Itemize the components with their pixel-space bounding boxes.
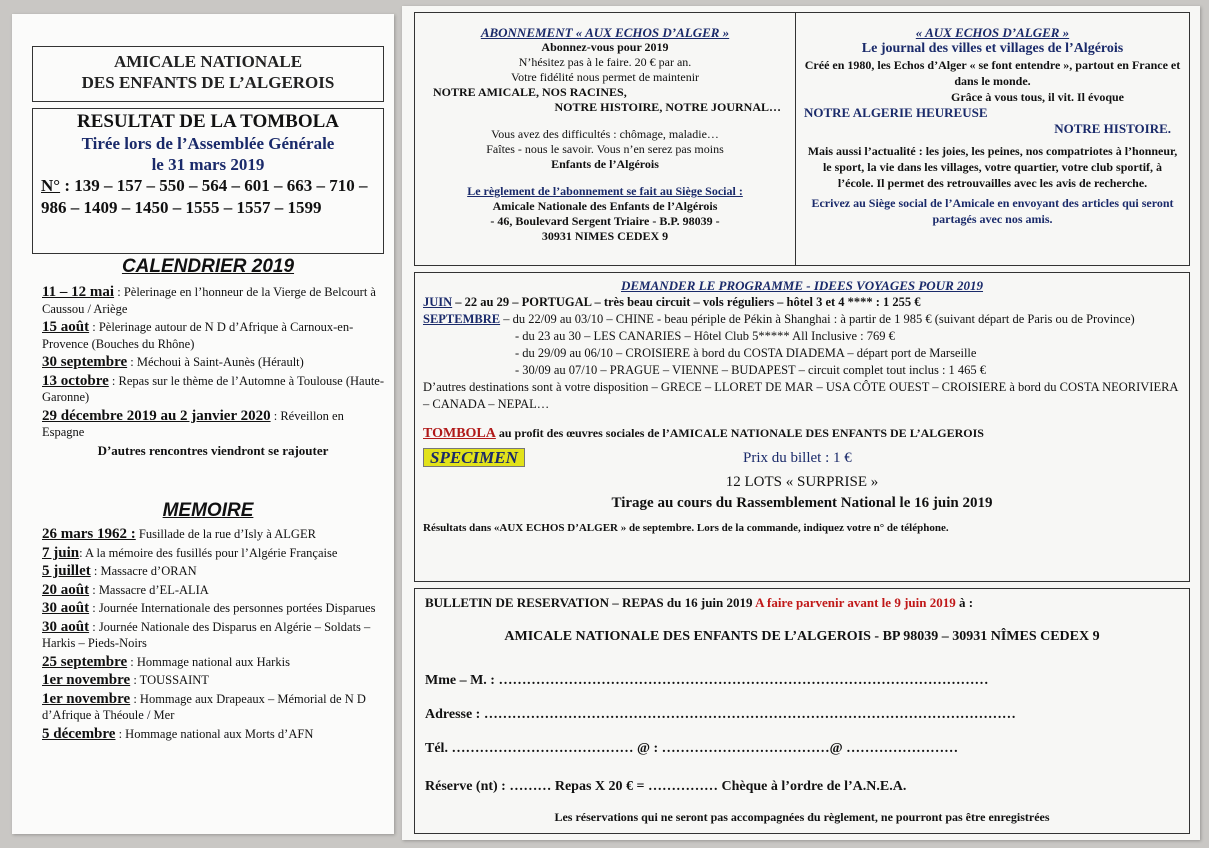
- echos-text: Créé en 1980, les Echos d’Alger « se font entendre », partout en France et dans le monde.: [804, 58, 1181, 88]
- name-field[interactable]: Mme – M. : ……………………………………………………………………………………………: [425, 673, 989, 688]
- echos-text: Mais aussi l’actualité : les joies, les peines, nos compatriotes à l’honneur, le sport, la vie dans les villages, votre quartier, votre club sportif, à l’école. Il permet des retrouvailles avec les avis de recherche.: [807, 144, 1178, 190]
- calendar-item: 30 septembre : Méchoui à Saint-Aunès (Hérault): [42, 354, 304, 370]
- voyage-line: SEPTEMBRE – du 22/09 au 03/10 – CHINE - beau périple de Pékin à Shanghai : à partir de 1 985 € (suivant départ de Paris ou de Province): [423, 312, 1135, 326]
- tombola-line: TOMBOLA au profit des œuvres sociales de l’AMICALE NATIONALE DES ENFANTS DE L’ALGEROIS: [423, 426, 984, 441]
- memoire-item: 7 juin: A la mémoire des fusillés pour l’Algérie Française: [42, 544, 338, 561]
- right-sheet: [402, 6, 1200, 840]
- abonnement-line: NOTRE HISTOIRE, NOTRE JOURNAL…: [554, 100, 781, 114]
- echos-text: Grâce à vous tous, il vit. Il évoque: [951, 90, 1124, 104]
- phone-email-field[interactable]: Tél. ………………………………… @ : ………………………………@ ……………………: [425, 741, 959, 756]
- voyage-line: JUIN – 22 au 29 – PORTUGAL – très beau circuit – vols réguliers – hôtel 3 et 4 **** : 1 255 €: [423, 295, 921, 309]
- abonnement-title: ABONNEMENT « AUX ECHOS D’ALGER »: [480, 25, 730, 40]
- memoire-item: 5 décembre : Hommage national aux Morts d’AFN: [42, 725, 314, 742]
- echos-subtitle: Le journal des villes et villages de l’Algérois: [861, 41, 1124, 56]
- calendar-item: 15 août : Pèlerinage autour de N D d’Afrique à Carnoux-en-Provence (Bouches du Rhône): [42, 319, 354, 351]
- memoire-list: [42, 526, 384, 744]
- abonnement-line: N’hésitez pas à le faire. 20 € par an.: [518, 55, 692, 69]
- calendar-item: 29 décembre 2019 au 2 janvier 2020 : Réveillon en Espagne: [42, 407, 344, 439]
- numbers-value: : 139 – 157 – 550 – 564 – 601 – 663 – 710 – 986 – 1409 – 1450 – 1555 – 1557 – 1599: [41, 176, 368, 217]
- left-sheet: [12, 14, 394, 834]
- tirage-line: Tirage au cours du Rassemblement National le 16 juin 2019: [611, 495, 993, 511]
- echos-text: NOTRE HISTOIRE.: [1054, 121, 1171, 136]
- abonnement-line: Abonnez-vous pour 2019: [541, 40, 669, 54]
- bulletin-address: AMICALE NATIONALE DES ENFANTS DE L’ALGEROIS - BP 98039 – 30931 NÎMES CEDEX 9: [504, 629, 1100, 644]
- bulletin-notice: Les réservations qui ne seront pas accompagnées du règlement, ne pourront pas être enregistrées: [554, 810, 1050, 824]
- memoire-item: 5 juillet : Massacre d’ORAN: [42, 563, 197, 579]
- amicale-line-2: DES ENFANTS DE L’ALGEROIS: [81, 73, 335, 92]
- calendrier-list: [42, 284, 384, 461]
- bulletin-box: [414, 588, 1190, 834]
- voyage-line: - 30/09 au 07/10 – PRAGUE – VIENNE – BUDAPEST – circuit complet tout inclus : 1 465 €: [515, 363, 987, 377]
- specimen-row: [423, 448, 1181, 472]
- address-field[interactable]: Adresse : ……………………………………………………………………………………………………: [425, 707, 1016, 722]
- specimen-badge: SPECIMEN: [423, 448, 525, 467]
- voyage-line: D’autres destinations sont à votre disposition – GRECE – LLORET DE MAR – USA CÔTE OUEST – CROISIERE à bord du COSTA NEORIVIERA – CANADA – NEPAL…: [423, 380, 1178, 411]
- lots-line: 12 LOTS « SURPRISE »: [725, 474, 879, 490]
- ticket-price: Prix du billet : 1 €: [743, 450, 852, 466]
- calendar-item: 11 – 12 mai : Pèlerinage en l’honneur de la Vierge de Belcourt à Caussou / Ariège: [42, 284, 376, 316]
- abonnement-line: Faîtes - nous le savoir. Vous n’en serez pas moins: [486, 142, 724, 156]
- calendar-footer: D’autres rencontres viendront se rajouter: [97, 442, 329, 458]
- abonnement-line: Votre fidélité nous permet de maintenir: [510, 70, 700, 84]
- memoire-item: 26 mars 1962 : Fusillade de la rue d’Isly à ALGER: [42, 526, 316, 542]
- memoire-item: 30 août : Journée Nationale des Disparus en Algérie – Soldats – Harkis – Pieds-Noirs: [42, 618, 371, 650]
- abonnement-line: Le règlement de l’abonnement se fait au Siège Social :: [467, 184, 743, 198]
- tombola-results-box: [32, 108, 384, 254]
- echos-text: Ecrivez au Siège social de l’Amicale en envoyant des articles qui seront partagés avec nos amis.: [811, 196, 1174, 226]
- voyages-title: DEMANDER LE PROGRAMME - IDEES VOYAGES POUR 2019: [620, 278, 984, 293]
- memoire-item: 30 août : Journée Internationale des personnes portées Disparues: [42, 600, 376, 616]
- bulletin-title: BULLETIN DE RESERVATION – REPAS du 16 juin 2019 A faire parvenir avant le 9 juin 2019 à :: [425, 595, 974, 610]
- calendrier-title: CALENDRIER 2019: [121, 256, 295, 277]
- memoire-item: 20 août : Massacre d’EL-ALIA: [42, 581, 209, 598]
- tombola-numbers: [41, 175, 375, 219]
- memoire-item: 25 septembre : Hommage national aux Harkis: [42, 653, 290, 670]
- abonnement-line: - 46, Boulevard Sergent Triaire - B.P. 98039 -: [490, 214, 720, 228]
- tombola-title: RESULTAT DE LA TOMBOLA: [76, 111, 340, 132]
- reservation-field[interactable]: Réserve (nt) : ……… Repas X 20 € = …………… Chèque à l’ordre de l’A.N.E.A.: [425, 779, 907, 794]
- voyage-line: - du 23 au 30 – LES CANARIES – Hôtel Club 5***** All Inclusive : 769 €: [515, 329, 895, 343]
- echos-box: [796, 12, 1190, 266]
- numbers-label: N°: [41, 176, 61, 195]
- abonnement-line: Enfants de l’Algérois: [551, 157, 659, 171]
- memoire-item: 1er novembre : Hommage aux Drapeaux – Mémorial de N D d’Afrique à Théoule / Mer: [42, 690, 366, 722]
- tombola-subtitle: Tirée lors de l’Assemblée Générale: [81, 134, 335, 153]
- memoire-item: 1er novembre : TOUSSAINT: [42, 672, 209, 688]
- abonnement-line: 30931 NIMES CEDEX 9: [541, 229, 669, 243]
- memoire-title: MEMOIRE: [162, 500, 254, 521]
- voyage-line: - du 29/09 au 06/10 – CROISIERE à bord du COSTA DIADEMA – départ port de Marseille: [515, 346, 977, 360]
- tombola-date: le 31 mars 2019: [151, 155, 265, 174]
- abonnement-line: NOTRE AMICALE, NOS RACINES,: [433, 85, 627, 99]
- abonnement-line: Amicale Nationale des Enfants de l’Algérois: [492, 199, 718, 213]
- voyages-box: [414, 272, 1190, 582]
- amicale-title-box: [32, 46, 384, 102]
- calendar-item: 13 octobre : Repas sur le thème de l’Automne à Toulouse (Haute-Garonne): [42, 372, 385, 404]
- amicale-line-1: AMICALE NATIONALE: [113, 52, 303, 71]
- echos-title: « AUX ECHOS D’ALGER »: [915, 25, 1070, 40]
- resultats-line: Résultats dans «AUX ECHOS D’ALGER » de septembre. Lors de la commande, indiquez votre n° de téléphone.: [423, 522, 949, 534]
- echos-text: NOTRE ALGERIE HEUREUSE: [804, 105, 988, 120]
- abonnement-box: [414, 12, 796, 266]
- abonnement-line: Vous avez des difficultés : chômage, maladie…: [491, 127, 719, 141]
